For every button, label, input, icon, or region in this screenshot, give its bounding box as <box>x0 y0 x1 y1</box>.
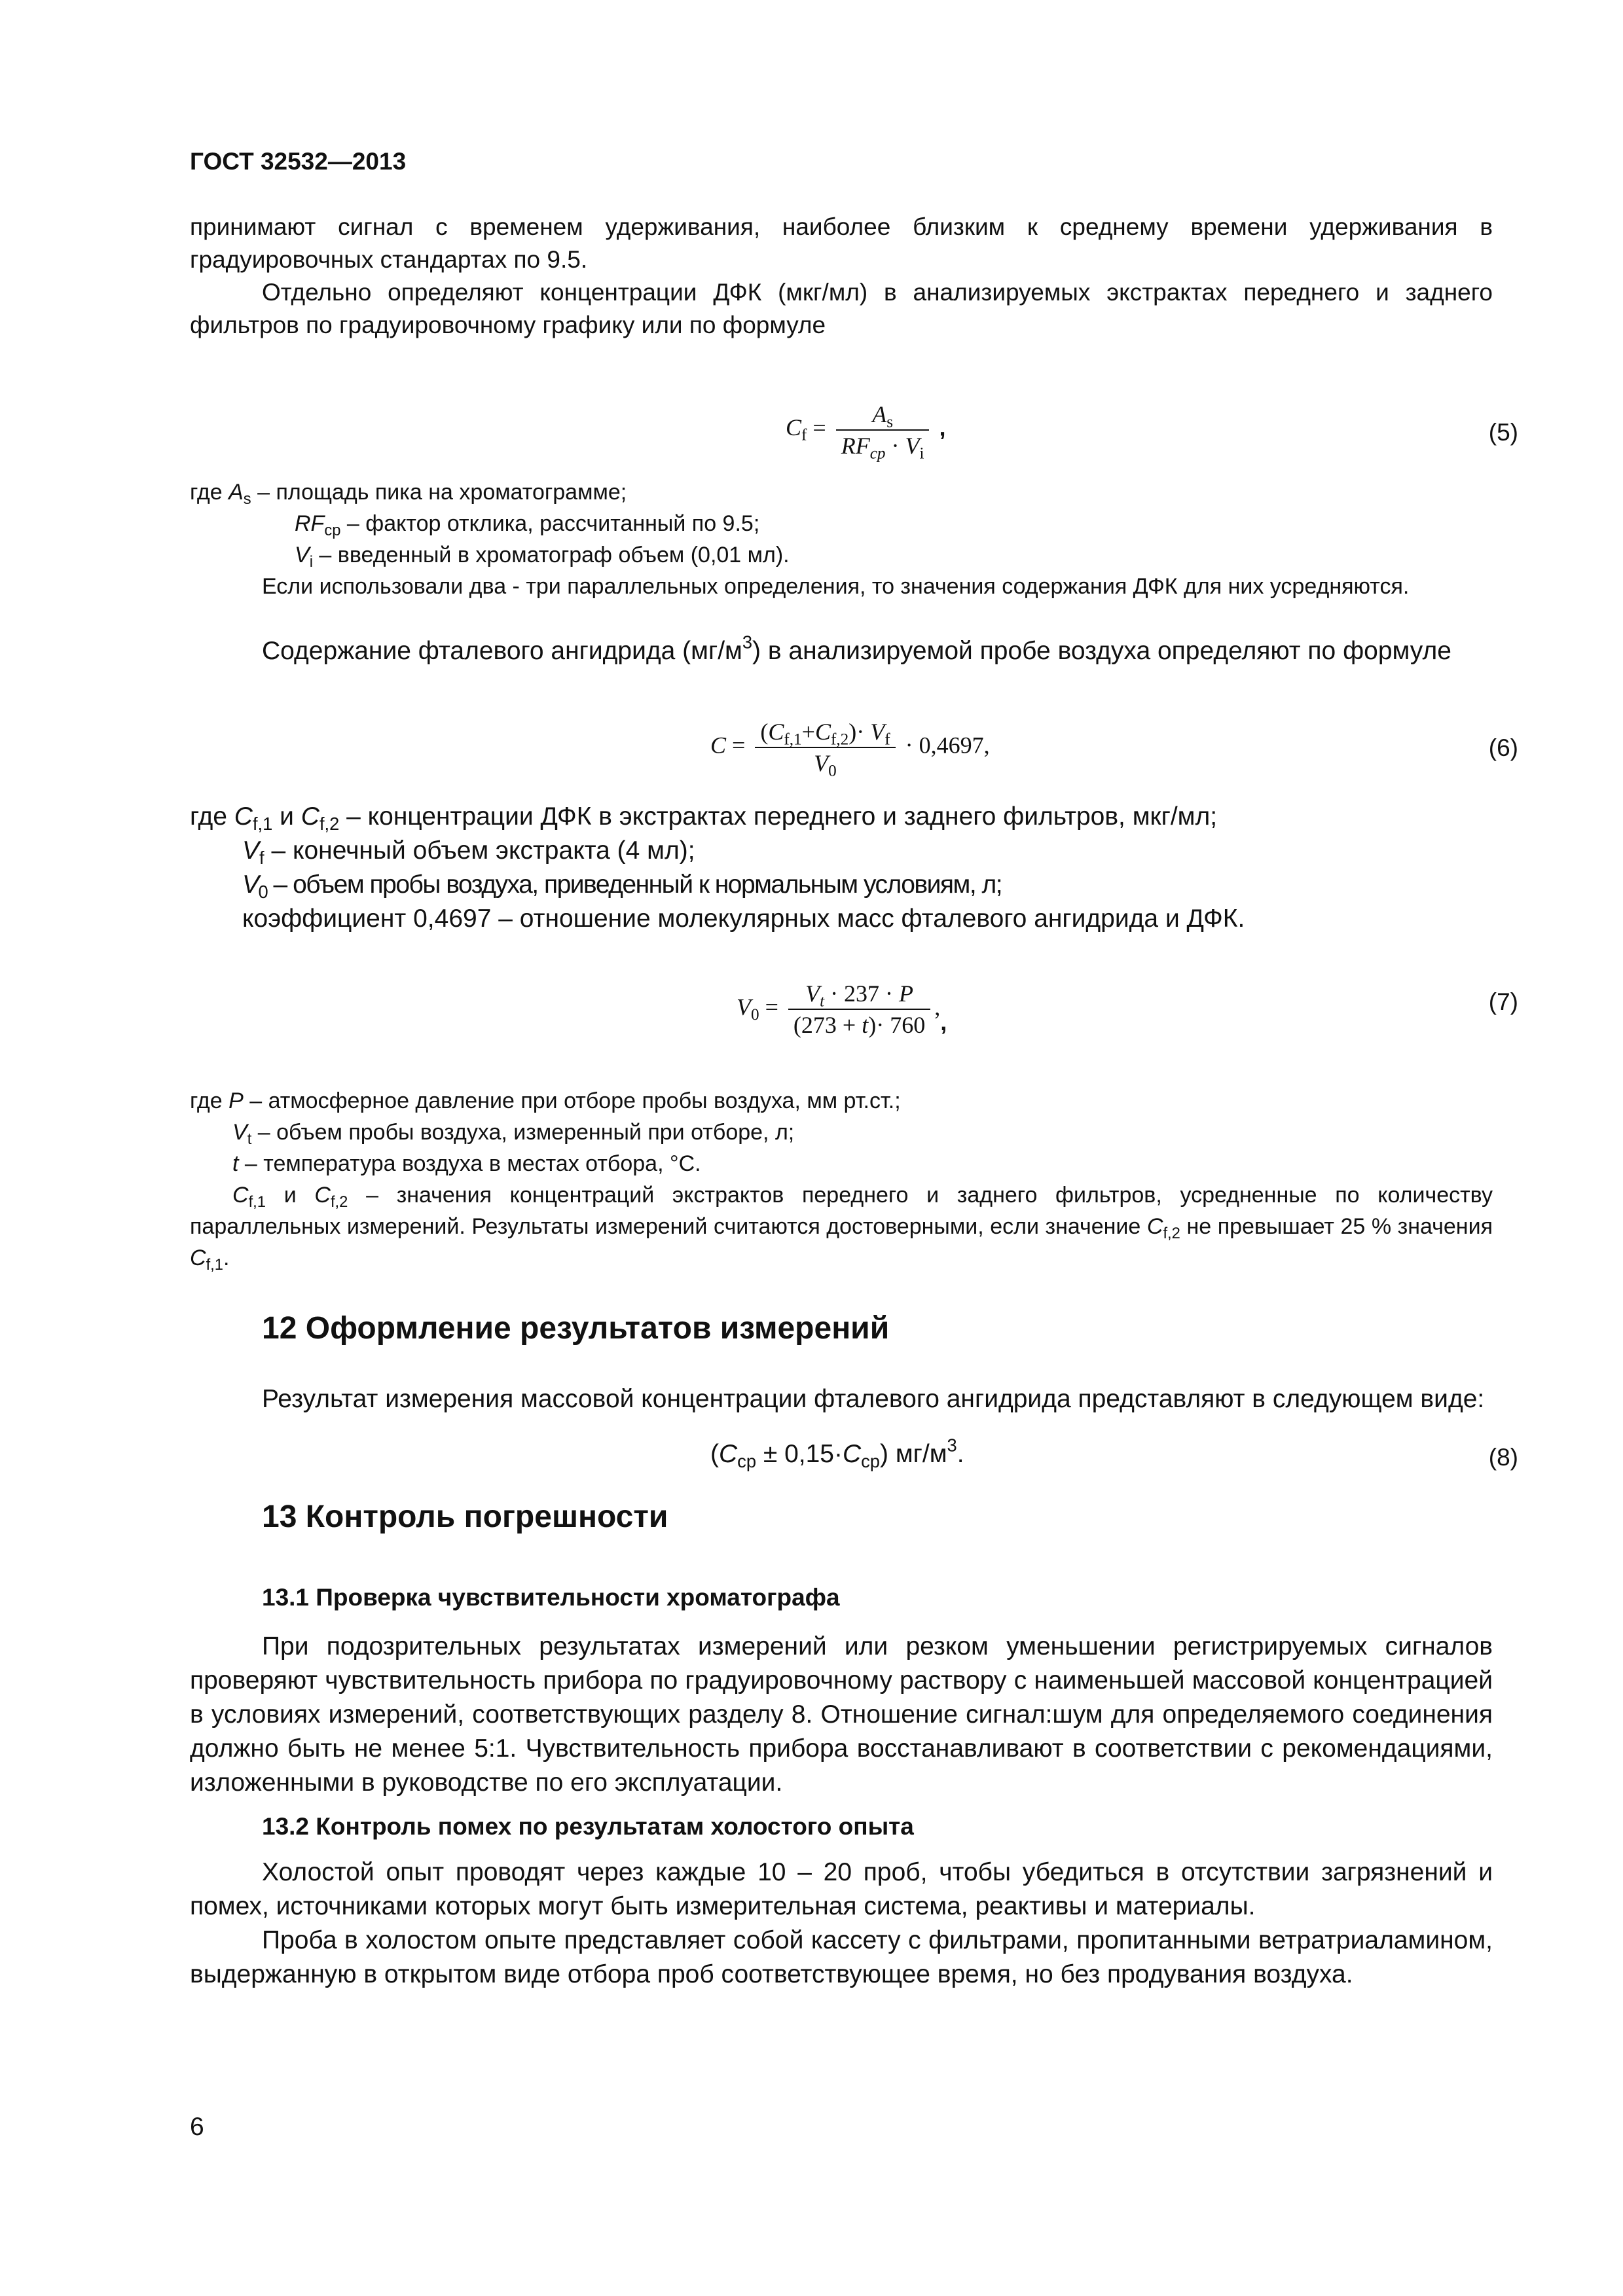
legend-5-line-3: $V_i$ – введенный в хроматограф объем (0,01 мл). <box>295 543 790 571</box>
legend-5-line-1: где $A_s$ – площадь пика на хроматограмме; <box>190 480 627 509</box>
intro-paragraph-2: Отдельно определяют концентрации ДФК (мкг/мл) в анализируемых экстрактах переднего и заднего фильтров по градуировочному графику или по формуле <box>190 279 1493 338</box>
formula-5: $C_f$ = $\frac{A_s}{RF_{cp} \cdot V_i}$ , <box>786 399 946 461</box>
equation-number-5: (5) <box>1488 419 1518 446</box>
formula-5-legend <box>190 476 1493 602</box>
subsection-13-2-body: Холостой опыт проводят через каждые 10 – 20 проб, чтобы убедиться в отсутствии загрязнений и помех, источниками которых могут быть измерительная система, реактивы и материалы. Проба в холостом опыте представляет собой кассету с фильтрами, пропитанными ветратриаламином, выдержанную в открытом виде отбора проб соответствующее время, но без продувания воздуха. <box>190 1858 1493 1988</box>
legend-7-line-2: $V_t$ – объем пробы воздуха, измеренный при отборе, л; <box>232 1120 795 1149</box>
formula-7: $V_0$ = $\frac{V_t \cdot 237 \cdot P}{(273 + t)\cdot 760}$ ,, <box>737 978 947 1040</box>
subsection-13-2-heading: 13.2 Контроль помех по результатам холостого опыта <box>262 1813 914 1840</box>
page-number: 6 <box>190 2113 204 2141</box>
legend-6-line-3: $V_0$ – объем пробы воздуха, приведенный к нормальным условиям, л; <box>242 870 1002 903</box>
legend-6-line-4: коэффициент 0,4697 – отношение молекулярных масс фталевого ангидрида и ДФК. <box>242 905 1245 933</box>
subsection-13-1-body: При подозрительных результатах измерений или резком уменьшении регистрируемых сигналов проверяют чувствительность прибора по градуировочному раствору с наименьшей массовой концентрацией в условиях измерений, соответствующих разделу 8. Отношение сигнал:шум для определяемого соединения должно быть не менее 5:1. Чувствительность прибора восстанавливают в соответствии с рекомендациями, изложенными в руководстве по его эксплуатации. <box>190 1632 1493 1797</box>
formula-6: C = $\frac{(C_{f,1}+C_{f,2})\cdot V_f}{V_0}$ · 0,4697, <box>710 717 990 778</box>
formula-8: $(C_{cp} \pm 0,15\cdot C_{cp})$ $мг/м^3$. <box>710 1435 964 1472</box>
running-header: ГОСТ 32532—2013 <box>190 148 407 175</box>
section-13-heading: 13 Контроль погрешности <box>262 1499 668 1534</box>
equation-number-6: (6) <box>1488 734 1518 761</box>
formula-6-legend <box>190 800 1493 936</box>
legend-5-line-2: $RF_{cp}$ – фактор отклика, рассчитанный по 9.5; <box>295 511 760 540</box>
legend-7-line-4: $C_{f,1}$ и $C_{f,2}$ – значения концентраций экстрактов переднего и заднего фильтров, усредненные по количеству параллельных измерений. Результаты измерений считаются достоверными, если значение $C_{f,2}$ не превышает 25 % значения $C_{f,1}$. <box>190 1183 1493 1274</box>
formula-5-lhs: $C_f$ <box>786 414 807 444</box>
intro-paragraph-1: принимают сигнал с временем удерживания, наиболее близким к среднему времени удерживания в градуировочных стандартах по 9.5. <box>190 213 1493 273</box>
formula-5-fraction: $\frac{A_s}{RF_{cp} \cdot V_i}$ <box>836 399 930 461</box>
legend-6-line-2: $V_f$ – конечный объем экстракта (4 мл); <box>242 836 695 869</box>
content-paragraph: Содержание фталевого ангидрида $(мг/м^3)$ в анализируемой пробе воздуха определяют по формуле <box>262 632 1451 665</box>
formula-7-fraction: $\frac{V_t \cdot 237 \cdot P}{(273 + t)\cdot 760}$ <box>788 978 930 1040</box>
section-12-paragraph: Результат измерения массовой концентрации фталевого ангидрида представляют в следующем виде: <box>262 1385 1485 1413</box>
legend-6-line-1: где $C_{f,1}$ и $C_{f,2}$ – концентрации ДФК в экстрактах переднего и заднего фильтров, мкг/мл; <box>190 802 1218 834</box>
legend-5-line-4: Если использовали два - три параллельных определения, то значения содержания ДФК для них усредняются. <box>262 574 1410 599</box>
equation-number-7: (7) <box>1488 988 1518 1015</box>
subsection-13-1-heading: 13.1 Проверка чувствительности хроматографа <box>262 1584 840 1611</box>
legend-7-line-3: t – температура воздуха в местах отбора, °С. <box>232 1151 701 1176</box>
intro-section <box>190 211 1493 342</box>
equation-number-8: (8) <box>1488 1444 1518 1471</box>
formula-6-fraction: $\frac{(C_{f,1}+C_{f,2})\cdot V_f}{V_0}$ <box>755 717 895 778</box>
section-12-heading: 12 Оформление результатов измерений <box>262 1311 890 1346</box>
formula-7-legend <box>190 1085 1493 1274</box>
legend-7-line-1: где P – атмосферное давление при отборе пробы воздуха, мм рт.ст.; <box>190 1088 901 1113</box>
